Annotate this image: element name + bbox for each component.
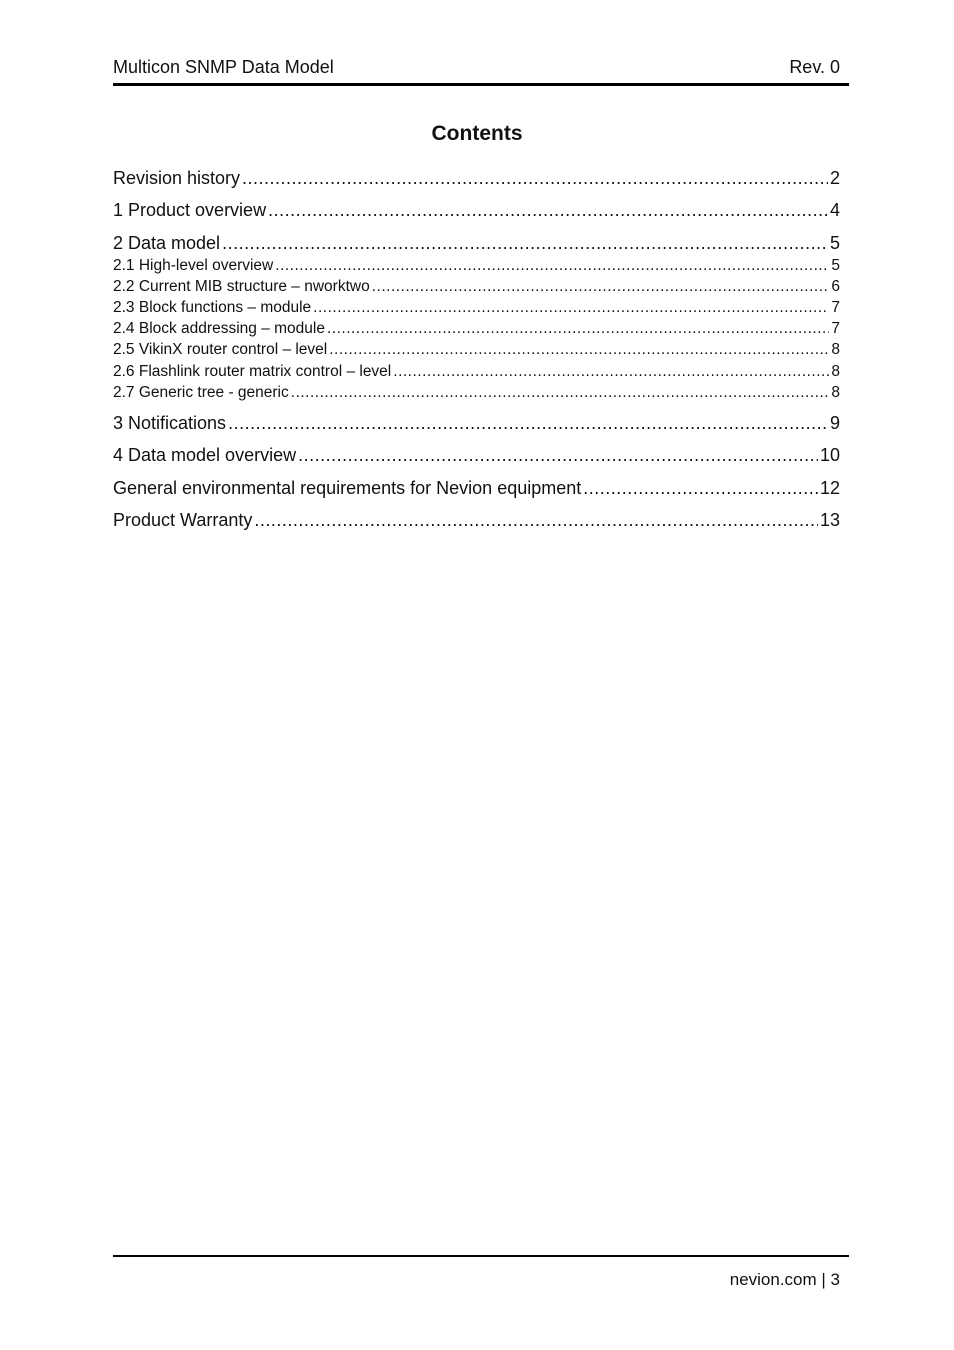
revision-label: Rev. 0 xyxy=(789,57,840,77)
toc-page-number: 5 xyxy=(831,257,840,274)
toc-entry-label: 2.1 High-level overview xyxy=(113,257,274,274)
toc-leader xyxy=(268,200,828,221)
toc-page-number: 7 xyxy=(831,299,840,316)
toc-leader xyxy=(254,510,818,531)
toc-entry-current-mib-structure[interactable] xyxy=(113,278,840,298)
document-title: Multicon SNMP Data Model xyxy=(113,57,334,77)
toc-entry-label: General environmental requirements for Nevion equipment xyxy=(113,478,582,498)
toc-entry-data-model-overview[interactable] xyxy=(113,445,840,469)
toc-entry-generic-tree[interactable] xyxy=(113,384,840,404)
toc-entry-block-addressing[interactable] xyxy=(113,320,840,340)
toc-leader xyxy=(329,341,829,359)
toc-entry-flashlink-router-matrix-control[interactable] xyxy=(113,363,840,383)
toc-page-number: 5 xyxy=(829,233,840,253)
toc-entry-label: 2 Data model xyxy=(113,233,221,253)
toc-leader xyxy=(393,363,829,381)
toc-entry-label: Product Warranty xyxy=(113,510,253,530)
toc-entry-label: Revision history xyxy=(113,168,241,188)
toc-entry-label: 2.4 Block addressing – module xyxy=(113,320,325,337)
toc-leader xyxy=(275,257,829,275)
toc-entry-label: 2.6 Flashlink router matrix control – level xyxy=(113,363,392,380)
toc-entry-label: 2.3 Block functions – module xyxy=(113,299,312,316)
toc-entry-product-warranty[interactable] xyxy=(113,510,840,534)
toc-page-number: 8 xyxy=(831,363,840,380)
toc-entry-label: 1 Product overview xyxy=(113,200,267,220)
toc-page-number: 9 xyxy=(829,413,840,433)
toc-entry-label: 2.2 Current MIB structure – nworktwo xyxy=(113,278,370,295)
footer-divider xyxy=(113,1255,849,1257)
toc-page-number: 7 xyxy=(831,320,840,337)
toc-entry-label: 4 Data model overview xyxy=(113,445,297,465)
toc-leader xyxy=(291,384,830,402)
toc-leader xyxy=(372,278,830,296)
page-header xyxy=(113,55,849,85)
toc-page-number: 10 xyxy=(819,445,840,465)
toc-leader xyxy=(222,233,828,254)
toc-entry-environmental-requirements[interactable] xyxy=(113,478,840,502)
page-footer: nevion.com | 3 xyxy=(729,1270,840,1289)
toc-page-number: 2 xyxy=(829,168,840,188)
toc-entry-label: 2.7 Generic tree - generic xyxy=(113,384,289,401)
toc-entry-high-level-overview[interactable] xyxy=(113,257,840,277)
toc-page-number: 13 xyxy=(819,510,840,530)
toc-leader xyxy=(313,299,829,317)
toc-leader xyxy=(228,413,828,434)
toc-page-number: 8 xyxy=(831,341,840,358)
toc-page-number: 8 xyxy=(831,384,840,401)
toc-entry-data-model[interactable] xyxy=(113,233,840,257)
toc-entry-vikinx-router-control[interactable] xyxy=(113,341,840,361)
toc-page-number: 12 xyxy=(819,478,840,498)
toc-heading: Contents xyxy=(431,122,523,145)
toc-leader xyxy=(583,478,818,499)
toc-entry-label: 3 Notifications xyxy=(113,413,227,433)
toc-entry-product-overview[interactable] xyxy=(113,200,840,224)
toc-leader xyxy=(242,168,828,189)
toc-leader xyxy=(298,445,818,466)
toc-leader xyxy=(327,320,829,338)
toc-page-number: 4 xyxy=(829,200,840,220)
toc-page-number: 6 xyxy=(831,278,840,295)
header-divider xyxy=(113,83,849,86)
toc-entry-label: 2.5 VikinX router control – level xyxy=(113,341,328,358)
toc-entry-block-functions[interactable] xyxy=(113,299,840,319)
toc-entry-notifications[interactable] xyxy=(113,413,840,437)
toc-entry-revision-history[interactable] xyxy=(113,168,840,192)
